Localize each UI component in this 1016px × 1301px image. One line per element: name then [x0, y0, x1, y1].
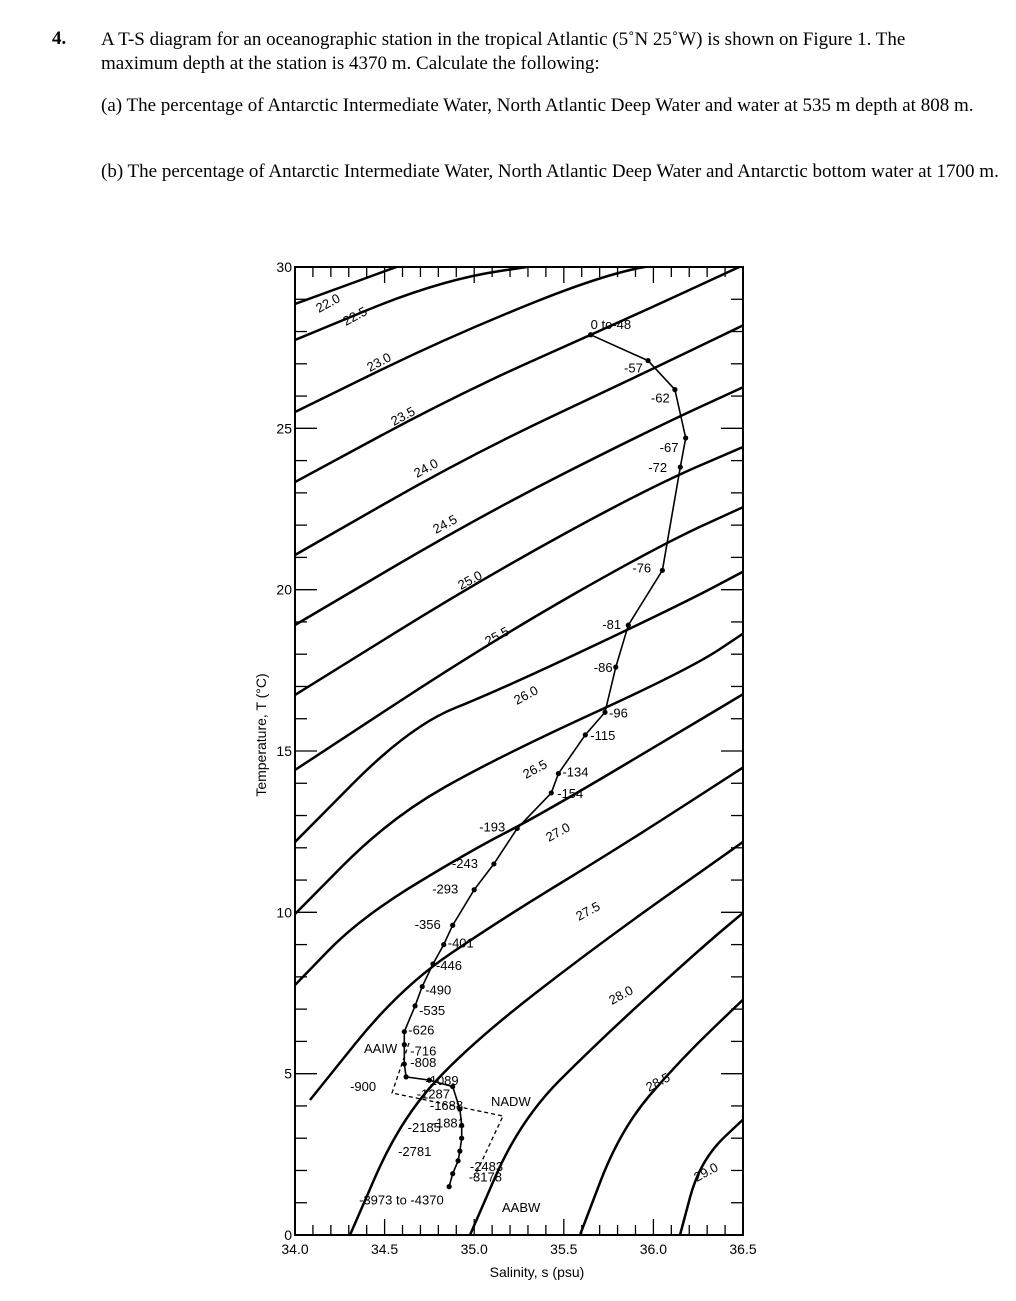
depth-label: -86	[593, 660, 613, 676]
depth-point	[678, 464, 683, 469]
depth-point	[402, 1042, 407, 1047]
isopycnal-label: 24.0	[411, 455, 441, 481]
y-tick-label: 20	[276, 581, 292, 598]
depth-point	[645, 358, 650, 363]
depth-point	[588, 332, 593, 337]
depth-label: -96	[609, 705, 628, 721]
isopycnal-label: 26.0	[511, 682, 541, 708]
y-axis-title: Temperature, T (°C)	[253, 673, 269, 797]
depth-point	[402, 1061, 407, 1066]
x-tick-label: 34.5	[370, 1241, 399, 1257]
x-tick-label: 36.0	[639, 1241, 668, 1257]
depth-label: -716	[410, 1043, 437, 1059]
isopycnal-label: 23.0	[364, 349, 394, 375]
depth-point	[602, 710, 607, 715]
water-mass-nadw: NADW	[491, 1094, 531, 1109]
depth-point	[450, 1171, 455, 1176]
depth-label: -3973 to -4370	[359, 1192, 444, 1208]
depth-point	[441, 942, 446, 947]
y-tick-label: 15	[276, 743, 292, 759]
depth-label: -490	[425, 982, 452, 998]
depth-label: -401	[447, 935, 474, 951]
x-axis-title: Salinity, s (psu)	[489, 1264, 585, 1280]
depth-label: -535	[419, 1002, 446, 1018]
x-tick-labels	[281, 1241, 756, 1257]
depth-points	[402, 332, 689, 1189]
depth-point	[412, 1003, 417, 1008]
depth-label: -356	[414, 917, 441, 933]
depth-point	[626, 623, 631, 628]
depth-point	[404, 1074, 409, 1079]
isopycnal-label: 28.0	[606, 982, 636, 1008]
isopycnal-line	[295, 322, 750, 555]
isopycnal-label: 22.5	[340, 303, 370, 329]
depth-point	[613, 665, 618, 670]
isopycnal-label: 22.0	[313, 290, 343, 316]
depth-point	[583, 732, 588, 737]
depth-label: -1089	[425, 1073, 459, 1089]
depth-point	[402, 1029, 407, 1034]
depth-label: -76	[632, 560, 652, 576]
isopycnal-label: 25.0	[455, 567, 485, 593]
x-tick-label: 35.5	[550, 1241, 578, 1257]
depth-label: -1881	[431, 1115, 465, 1131]
depth-label: -900	[350, 1078, 377, 1094]
isopycnal-label: 23.5	[388, 403, 418, 429]
depth-point	[457, 1149, 462, 1154]
depth-label: -62	[650, 390, 670, 406]
depth-label: -626	[408, 1022, 435, 1038]
depth-label: -808	[410, 1054, 437, 1070]
depth-label: -67	[659, 440, 679, 456]
x-tick-label: 35.0	[460, 1241, 488, 1257]
x-tick-label: 36.5	[729, 1241, 757, 1257]
isopycnal-line	[295, 444, 750, 695]
depth-point	[455, 1158, 460, 1163]
question-part-b: (b) The percentage of Antarctic Intermediate Water, North Atlantic Deep Water and Antarctic bottom water at 1700 m.	[101, 161, 999, 182]
depth-point	[549, 790, 554, 795]
depth-label: -193	[479, 819, 506, 835]
y-tick-label: 0	[284, 1227, 292, 1243]
question-number: 4.	[52, 28, 67, 49]
water-mass-aabw: AABW	[502, 1200, 541, 1215]
x-tick-label: 34.0	[281, 1241, 309, 1257]
depth-point	[556, 771, 561, 776]
isopycnal-line	[295, 262, 410, 304]
depth-label: -57	[624, 360, 643, 376]
isopycnal-label: 29.0	[691, 1159, 721, 1185]
isopycnal-label: 28.5	[643, 1069, 673, 1095]
depth-label: -3178	[468, 1169, 502, 1185]
water-mass-aaiw: AAIW	[364, 1041, 398, 1056]
depth-label: -2483	[469, 1159, 504, 1175]
depth-point	[459, 1136, 464, 1141]
depth-label: -115	[590, 727, 616, 743]
depth-label: -293	[432, 881, 459, 897]
question-part-a: (a) The percentage of Antarctic Intermediate Water, North Atlantic Deep Water and water at 535 m depth at 808 m.	[101, 95, 974, 116]
depth-point	[430, 961, 435, 966]
depth-point	[472, 887, 477, 892]
depth-point	[447, 1184, 452, 1189]
isopycnal-line	[470, 907, 750, 1235]
isopycnal-line	[295, 262, 700, 412]
question-intro: A T-S diagram for an oceanographic station in the tropical Atlantic (5˚N 25˚W) is shown on Figure 1. The maximum depth at the station is 4370 m. Calculate the following:	[101, 29, 906, 74]
y-tick-label: 10	[276, 904, 292, 921]
isopycnal-line	[580, 993, 750, 1235]
depth-label: -1287	[416, 1086, 450, 1102]
depth-point	[491, 861, 496, 866]
y-tick-label: 5	[284, 1065, 292, 1082]
isopycnal-label: 27.0	[543, 819, 573, 845]
depth-label: -1688	[429, 1098, 464, 1114]
isopycnal-label: 27.5	[573, 898, 603, 924]
y-tick-label: 30	[276, 259, 292, 275]
isopycnal-label: 25.5	[482, 623, 512, 649]
ts-profile-curve	[404, 335, 685, 1187]
depth-point	[683, 435, 688, 440]
depth-label: -2781	[398, 1143, 432, 1159]
isopycnal-line	[295, 262, 750, 482]
depth-label: -446	[435, 957, 463, 973]
depth-label: -154	[557, 785, 584, 801]
depth-label: 0 to-48	[590, 316, 632, 332]
depth-label: -81	[602, 617, 622, 633]
y-tick-label: 25	[276, 420, 292, 437]
depth-label: -134	[562, 764, 589, 780]
depth-label: -243	[451, 855, 478, 871]
depth-label: -72	[648, 460, 668, 476]
depth-label: -2185	[407, 1120, 441, 1136]
depth-point	[515, 826, 520, 831]
depth-point	[450, 923, 455, 928]
isopycnal-label: 26.5	[520, 756, 550, 782]
depth-point	[672, 387, 677, 392]
depth-point	[420, 984, 425, 989]
depth-point	[660, 568, 665, 573]
isopycnal-label: 24.5	[430, 511, 460, 537]
isopycnal-line	[295, 690, 750, 985]
y-tick-labels	[276, 259, 292, 1243]
